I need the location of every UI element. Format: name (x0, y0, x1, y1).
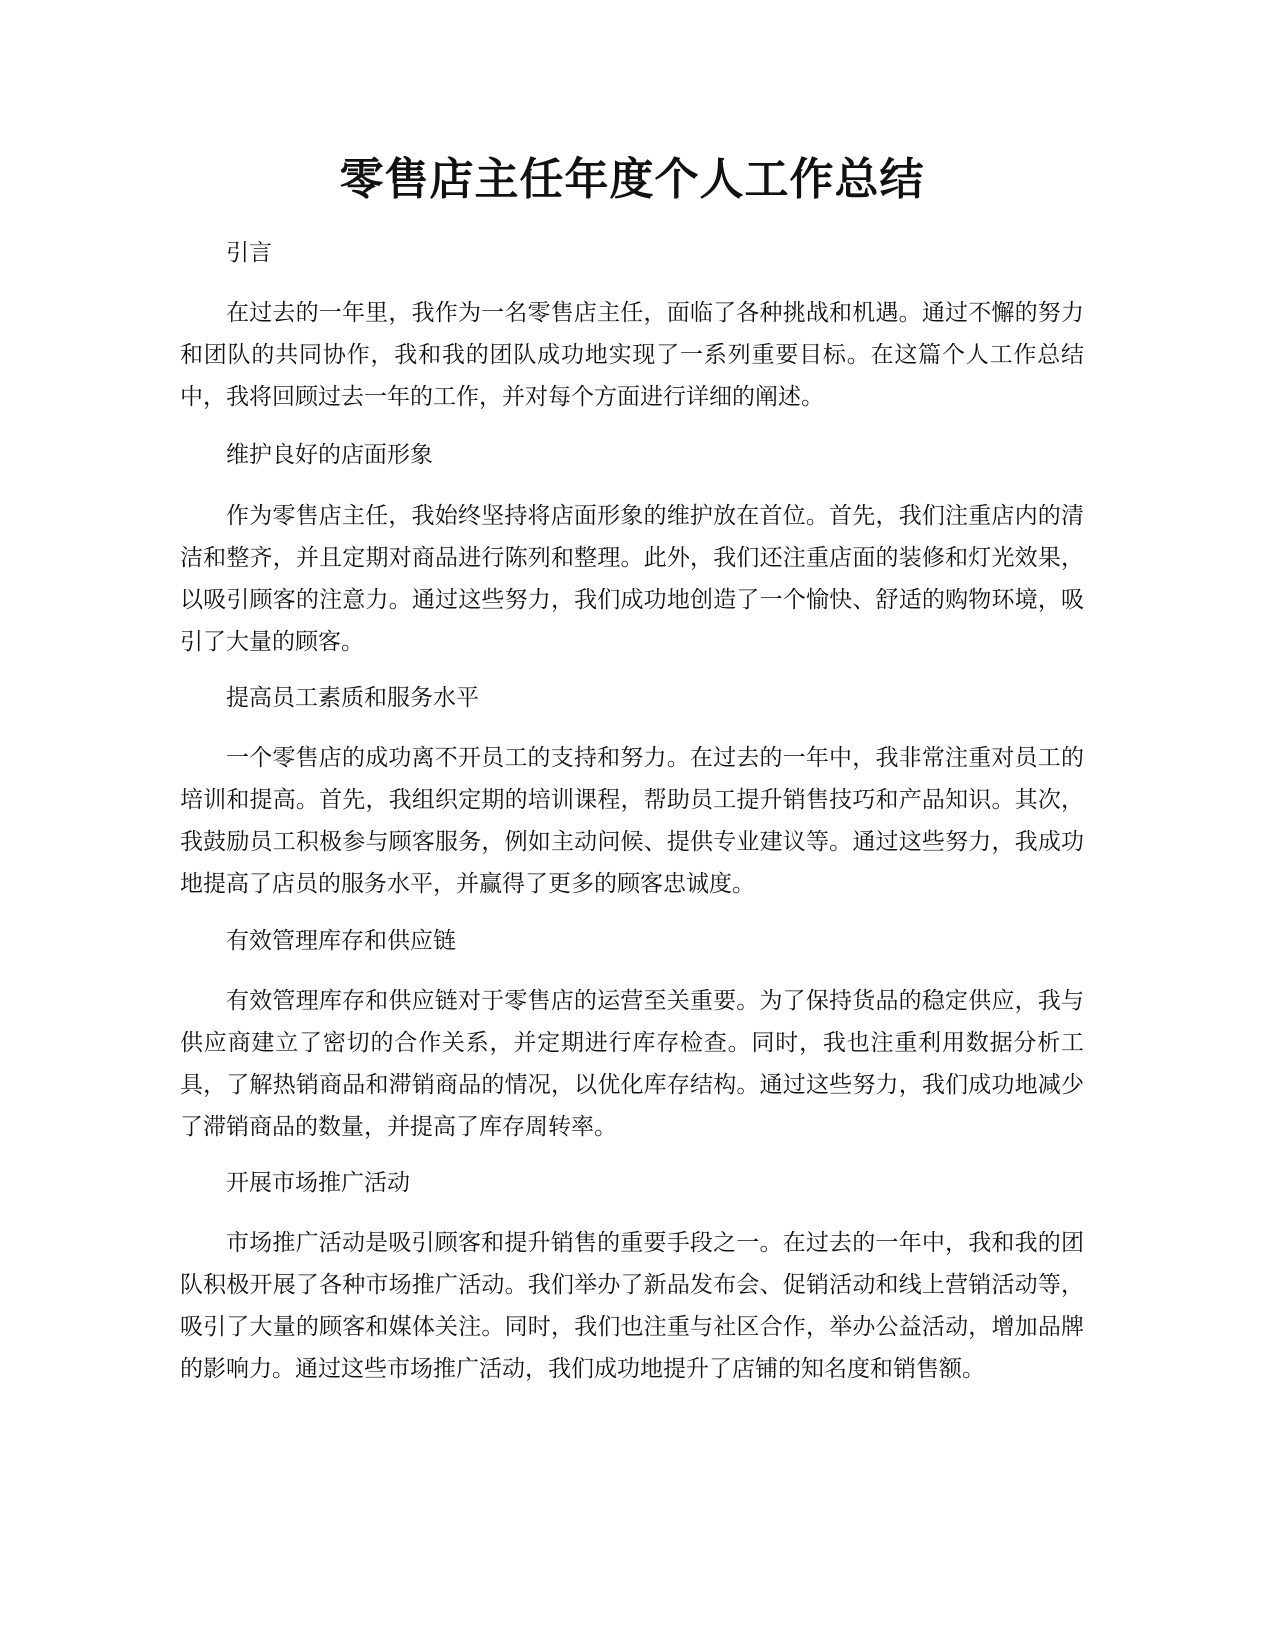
section-paragraph-inventory: 有效管理库存和供应链对于零售店的运营至关重要。为了保持货品的稳定供应，我与供应商建立了密切的合作关系，并定期进行库存检查。同时，我也注重利用数据分析工具，了解热销商品和滞销商品的情况，以优化库存结构。通过这些努力，我们成功地减少了滞销商品的数量，并提高了库存周转率。 (180, 988, 1084, 1140)
section-paragraph-intro: 在过去的一年里，我作为一名零售店主任，面临了各种挑战和机遇。通过不懈的努力和团队的共同协作，我和我的团队成功地实现了一系列重要目标。在这篇个人工作总结中，我将回顾过去一年的工作，并对每个方面进行详细的阐述。 (180, 300, 1084, 410)
section-heading-intro: 引言 (226, 240, 272, 266)
section-heading-inventory: 有效管理库存和供应链 (226, 928, 456, 954)
section-heading-staff-quality: 提高员工素质和服务水平 (226, 685, 479, 711)
section-paragraph-staff-quality: 一个零售店的成功离不开员工的支持和努力。在过去的一年中，我非常注重对员工的培训和提高。首先，我组织定期的培训课程，帮助员工提升销售技巧和产品知识。其次，我鼓励员工积极参与顾客服务，例如主动问候、提供专业建议等。通过这些努力，我成功地提高了店员的服务水平，并赢得了更多的顾客忠诚度。 (180, 745, 1084, 897)
section-paragraph-store-image: 作为零售店主任，我始终坚持将店面形象的维护放在首位。首先，我们注重店内的清洁和整齐，并且定期对商品进行陈列和整理。此外，我们还注重店面的装修和灯光效果，以吸引顾客的注意力。通过这些努力，我们成功地创造了一个愉快、舒适的购物环境，吸引了大量的顾客。 (180, 503, 1084, 655)
section-paragraph-marketing: 市场推广活动是吸引顾客和提升销售的重要手段之一。在过去的一年中，我和我的团队积极开展了各种市场推广活动。我们举办了新品发布会、促销活动和线上营销活动等，吸引了大量的顾客和媒体关注。同时，我们也注重与社区合作，举办公益活动，增加品牌的影响力。通过这些市场推广活动，我们成功地提升了店铺的知名度和销售额。 (180, 1230, 1084, 1382)
section-heading-store-image: 维护良好的店面形象 (226, 442, 433, 468)
section-heading-marketing: 开展市场推广活动 (226, 1170, 410, 1196)
document-title: 零售店主任年度个人工作总结 (339, 154, 925, 205)
